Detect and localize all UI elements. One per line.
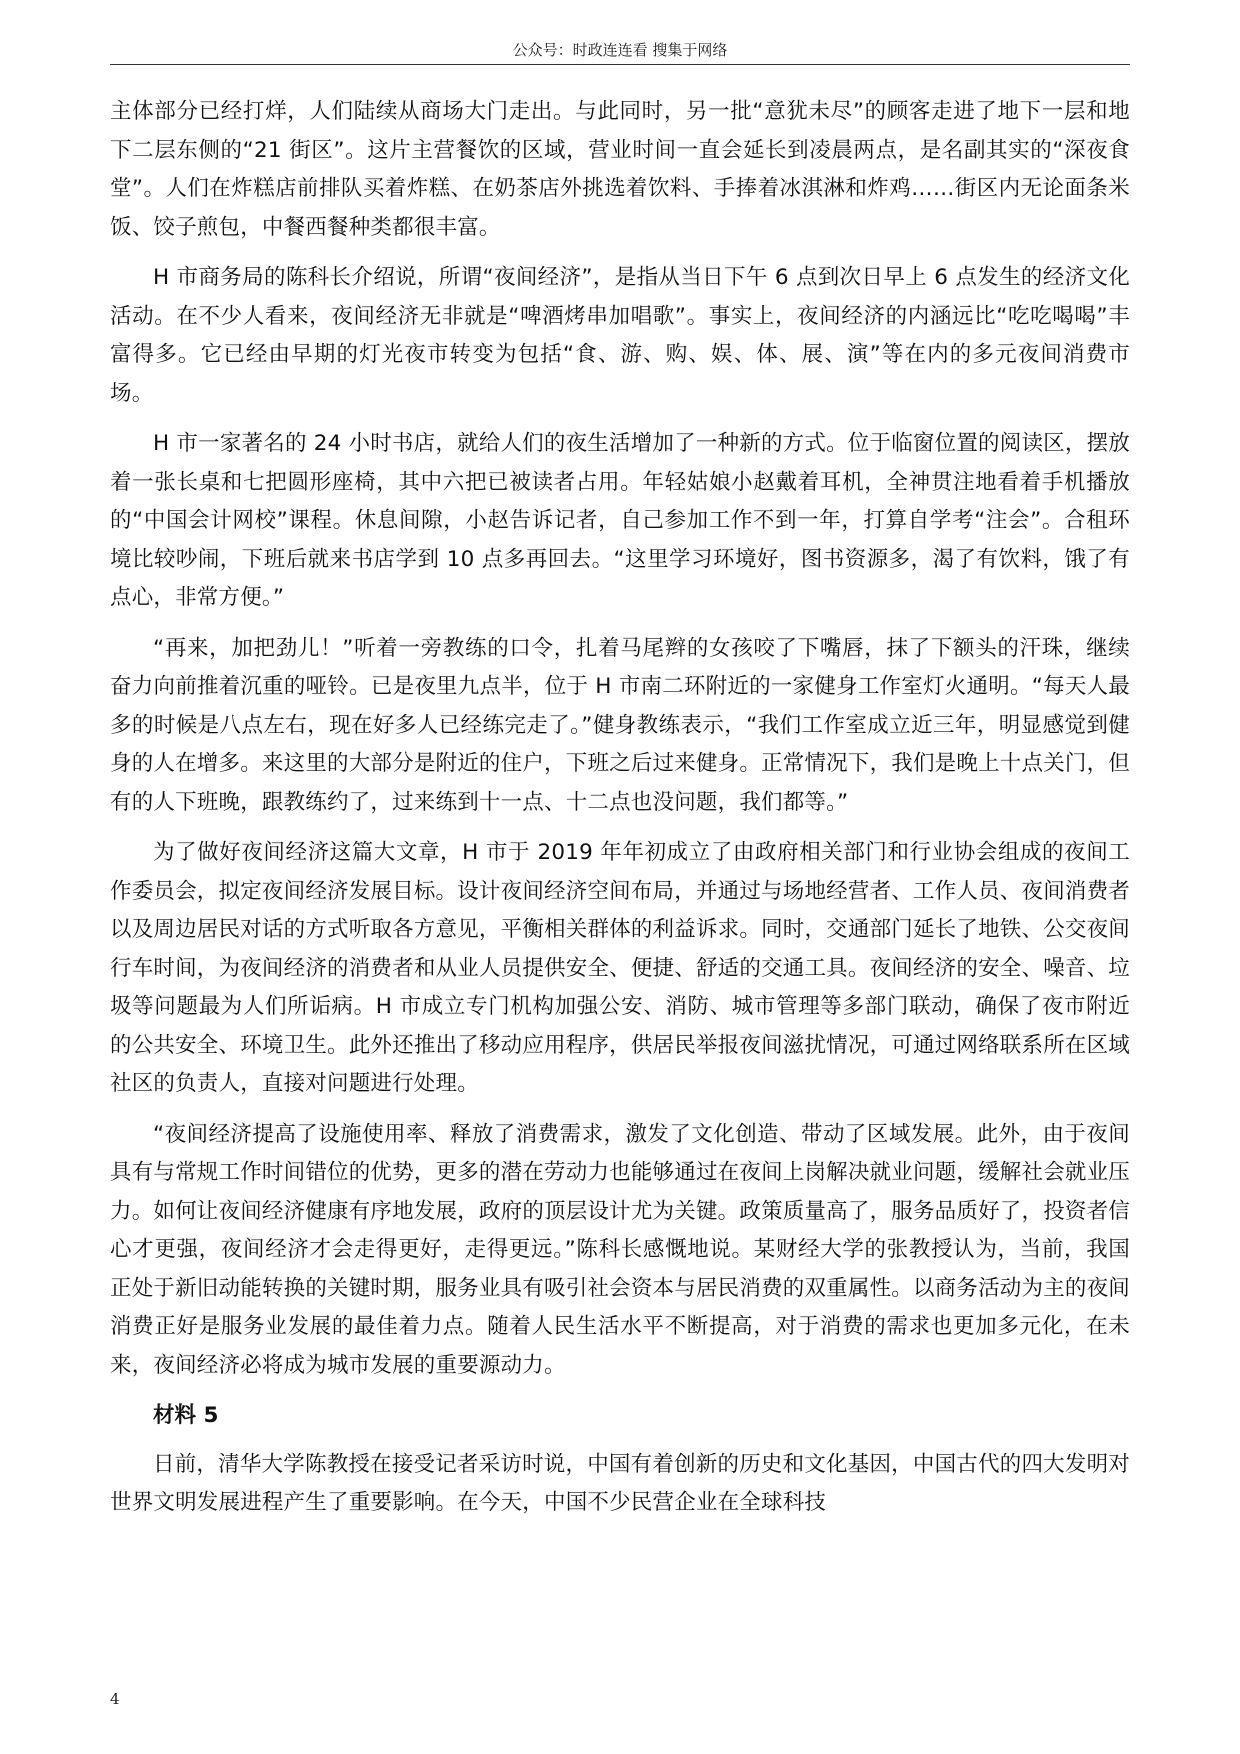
body-paragraph-7: 日前，清华大学陈教授在接受记者采访时说，中国有着创新的历史和文化基因，中国古代的四大发明对世界文明发展进程产生了重要影响。在今天，中国不少民营企业在全球科技 — [110, 1451, 1130, 1515]
body-paragraph-1: 主体部分已经打烊，人们陆续从商场大门走出。与此同时，另一批“意犹未尽”的顾客走进了地下一层和地下二层东侧的“21 街区”。这片主营餐饮的区域，营业时间一直会延长到凌晨两点，是名副其实的“深夜食堂”。人们在炸糕店前排队买着炸糕、在奶茶店外挑选着饮料、手捧着冰淇淋和炸鸡……街区内无论面条米饭、饺子煎包，中餐西餐种类都很丰富。 — [110, 99, 1130, 240]
page-header: 公众号：时政连连看 搜集于网络 — [512, 41, 728, 59]
document-body — [110, 93, 1130, 1535]
body-paragraph-4: “再来，加把劲儿！”听着一旁教练的口令，扎着马尾辫的女孩咬了下嘴唇，抹了下额头的汗珠，继续奋力向前推着沉重的哑铃。已是夜里九点半，位于 H 市南二环附近的一家健身工作室灯火通明。“每天人最多的时候是八点左右，现在好多人已经练完走了。”健身教练表示，“我们工作室成立近三年，明显感觉到健身的人在增多。来这里的大部分是附近的住户，下班之后过来健身。正常情况下，我们是晚上十点关门，但有的人下班晚，跟教练约了，过来练到十一点、十二点也没问题，我们都等。” — [110, 635, 1130, 815]
body-paragraph-3: H 市一家著名的 24 小时书店，就给人们的夜生活增加了一种新的方式。位于临窗位置的阅读区，摆放着一张长桌和七把圆形座椅，其中六把已被读者占用。年轻姑娘小赵戴着耳机，全神贯注地看着手机播放的“中国会计网校”课程。休息间隙，小赵告诉记者，自己参加工作不到一年，打算自学考“注会”。合租环境比较吵闹，下班后就来书店学到 10 点多再回去。“这里学习环境好，图书资源多，渴了有饮料，饿了有点心，非常方便。” — [110, 431, 1130, 610]
body-paragraph-6: “夜间经济提高了设施使用率、释放了消费需求，激发了文化创造、带动了区域发展。此外，由于夜间具有与常规工作时间错位的优势，更多的潜在劳动力也能够通过在夜间上岗解决就业问题，缓解社会就业压力。如何让夜间经济健康有序地发展，政府的顶层设计尤为关键。政策质量高了，服务品质好了，投资者信心才更强，夜间经济才会走得更好，走得更远。”陈科长感慨地说。某财经大学的张教授认为，当前，我国正处于新旧动能转换的关键时期，服务业具有吸引社会资本与居民消费的双重属性。以商务活动为主的夜间消费正好是服务业发展的最佳着力点。随着人民生活水平不断提高，对于消费的需求也更加多元化，在未来，夜间经济必将成为城市发展的重要源动力。 — [110, 1121, 1130, 1378]
body-paragraph-2: H 市商务局的陈科长介绍说，所谓“夜间经济”，是指从当日下午 6 点到次日早上 6 点发生的经济文化活动。在不少人看来，夜间经济无非就是“啤酒烤串加唱歌”。事实上，夜间经济的内涵远比“吃吃喝喝”丰富得多。它已经由早期的灯光夜市转变为包括“食、游、购、娱、体、展、演”等在内的多元夜间消费市场。 — [110, 265, 1130, 406]
body-paragraph-5: 为了做好夜间经济这篇大文章，H 市于 2019 年年初成立了由政府相关部门和行业协会组成的夜间工作委员会，拟定夜间经济发展目标。设计夜间经济空间布局，并通过与场地经营者、工作人员、夜间消费者以及周边居民对话的方式听取各方意见，平衡相关群体的利益诉求。同时，交通部门延长了地铁、公交夜间行车时间，为夜间经济的消费者和从业人员提供安全、便捷、舒适的交通工具。夜间经济的安全、噪音、垃圾等问题最为人们所诟病。H 市成立专门机构加强公安、消防、城市管理等多部门联动，确保了夜市附近的公共安全、环境卫生。此外还推出了移动应用程序，供居民举报夜间滋扰情况，可通过网络联系所在区域社区的负责人，直接对问题进行处理。 — [110, 840, 1130, 1096]
section-heading: 材料 5 — [153, 1403, 219, 1428]
page-number: 4 — [110, 1690, 120, 1708]
header-divider — [110, 64, 1130, 65]
